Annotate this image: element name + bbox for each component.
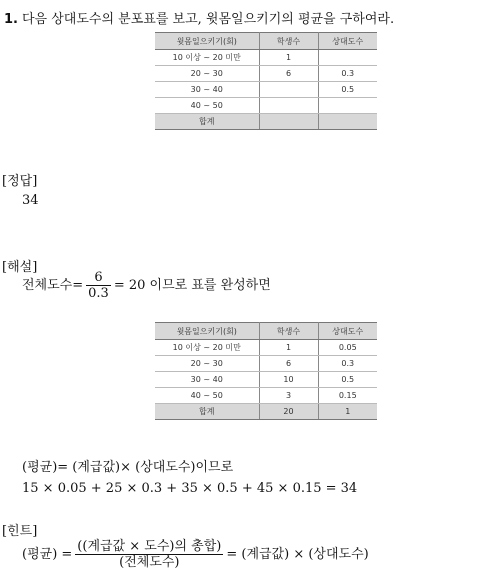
table-row	[155, 388, 377, 404]
table-row	[155, 340, 377, 356]
table-row	[155, 372, 377, 388]
table-cell: 40 ~ 50	[155, 388, 259, 404]
explanation-suffix: = 20 이므로 표를 완성하면	[113, 278, 271, 293]
explanation-line-1	[22, 270, 271, 301]
explanation-label: [해설]	[2, 260, 38, 275]
hint-label: [힌트]	[2, 524, 38, 539]
fraction-denominator: 0.3	[88, 286, 109, 301]
fraction-numerator: 6	[86, 270, 111, 286]
table-header-cell: 윗몸일으키기(회)	[155, 323, 259, 340]
table-cell: 6	[259, 66, 318, 82]
fraction	[86, 270, 111, 301]
table-cell: 20 ~ 30	[155, 66, 259, 82]
table-row	[155, 98, 377, 114]
hint-fraction-denominator: (전체도수)	[119, 555, 180, 570]
table-cell: 3	[259, 388, 318, 404]
table-header-cell: 상대도수	[318, 323, 377, 340]
table-row	[155, 356, 377, 372]
table-cell: 0.5	[318, 372, 377, 388]
table-row	[155, 82, 377, 98]
answer-label: [정답]	[2, 174, 38, 189]
table-header-row	[155, 323, 377, 340]
table-cell: 0.3	[318, 356, 377, 372]
explanation-prefix: 전체도수=	[22, 278, 84, 293]
table-cell: 1	[259, 50, 318, 66]
table-cell	[318, 50, 377, 66]
table-header-cell: 학생수	[259, 323, 318, 340]
hint-fraction-numerator: ((계급값 × 도수)의 총합)	[77, 539, 222, 554]
table-cell	[318, 114, 377, 130]
table-cell: 0.3	[318, 66, 377, 82]
question-text: 다음 상대도수의 분포표를 보고, 윗몸일으키기의 평균을 구하여라.	[21, 12, 395, 27]
explanation-line-2: (평균)= (계급값)× (상대도수)이므로	[22, 460, 234, 475]
table-cell: 30 ~ 40	[155, 372, 259, 388]
table-cell	[259, 114, 318, 130]
question-number: 1.	[4, 12, 18, 27]
table-header-cell: 학생수	[259, 33, 318, 50]
table-cell: 20	[259, 404, 318, 420]
table-cell: 10	[259, 372, 318, 388]
table-total-row	[155, 404, 377, 420]
table-cell	[318, 98, 377, 114]
table-cell: 0.5	[318, 82, 377, 98]
frequency-table-question	[155, 32, 377, 130]
frequency-table-solution	[155, 322, 377, 420]
table-cell: 20 ~ 30	[155, 356, 259, 372]
table-cell: 10 이상 ~ 20 미만	[155, 50, 259, 66]
table-row	[155, 50, 377, 66]
table-cell: 6	[259, 356, 318, 372]
table-header-row	[155, 33, 377, 50]
hint-fraction	[75, 539, 223, 570]
question	[4, 8, 394, 27]
explanation-line-3: 15 × 0.05 + 25 × 0.3 + 35 × 0.5 + 45 × 0.15 = 34	[22, 481, 358, 496]
table-header-cell: 상대도수	[318, 33, 377, 50]
hint-lhs: (평균) =	[22, 547, 73, 562]
table-cell: 0.05	[318, 340, 377, 356]
table-header-cell: 윗몸일으키기(회)	[155, 33, 259, 50]
table-cell: 10 이상 ~ 20 미만	[155, 340, 259, 356]
table-cell: 40 ~ 50	[155, 98, 259, 114]
answer-value: 34	[22, 193, 39, 208]
table-row	[155, 66, 377, 82]
table-total-row	[155, 114, 377, 130]
hint-formula	[22, 539, 369, 570]
table-cell: 30 ~ 40	[155, 82, 259, 98]
hint-rhs: = (계급값) × (상대도수)	[226, 547, 369, 562]
table-cell: 0.15	[318, 388, 377, 404]
table-cell: 1	[318, 404, 377, 420]
table-cell	[259, 82, 318, 98]
table-cell: 합계	[155, 114, 259, 130]
table-cell	[259, 98, 318, 114]
table-cell: 1	[259, 340, 318, 356]
table-cell: 합계	[155, 404, 259, 420]
